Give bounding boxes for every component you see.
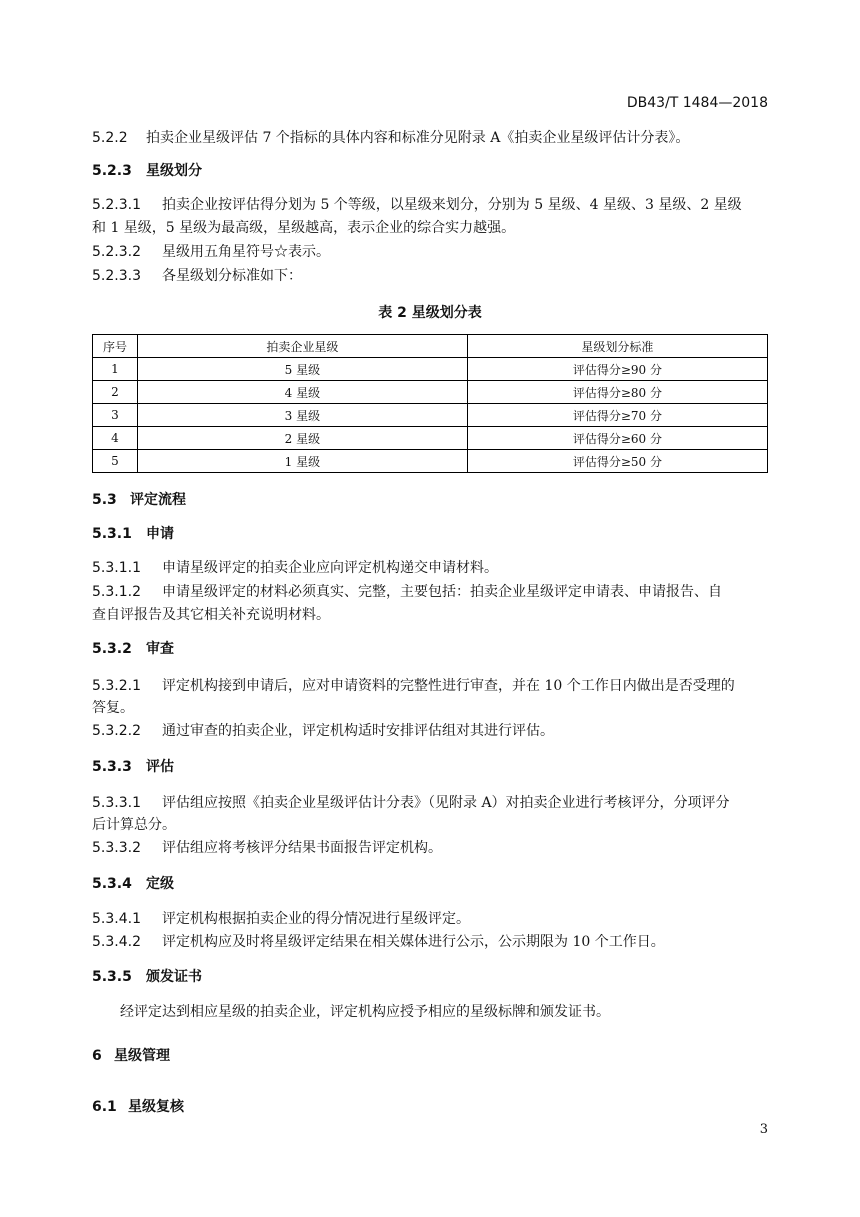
heading-5-3-1 xyxy=(92,524,174,544)
heading-5-3-3 xyxy=(92,757,174,777)
heading-number: 5.2.3 xyxy=(92,163,132,179)
table-header-row xyxy=(93,335,768,358)
clause-number: 5.3.2.1 xyxy=(92,678,141,694)
clause-continuation: 查自评报告及其它相关补充说明材料。 xyxy=(92,607,330,623)
star-rating-table xyxy=(92,334,768,473)
heading-number: 5.3.5 xyxy=(92,969,132,985)
table-caption: 表 2 星级划分表 xyxy=(378,305,482,321)
clause-number: 5.3.3.2 xyxy=(92,840,141,856)
clause-number: 5.2.3.1 xyxy=(92,197,141,213)
clause-5-3-1-1 xyxy=(92,558,498,578)
clause-number: 5.3.3.1 xyxy=(92,795,141,811)
table-cell: 2 星级 xyxy=(137,427,467,450)
table-row xyxy=(93,427,768,450)
table-cell: 评估得分≥90 分 xyxy=(467,358,767,381)
heading-text: 申请 xyxy=(146,526,174,542)
clause-5-2-3-3 xyxy=(92,266,302,286)
heading-6-1 xyxy=(92,1097,184,1117)
table-cell: 3 星级 xyxy=(137,404,467,427)
clause-5-2-3-1 xyxy=(92,195,742,215)
paragraph-certificate: 经评定达到相应星级的拍卖企业，评定机构应授予相应的星级标牌和颁发证书。 xyxy=(120,1004,610,1020)
heading-number: 6.1 xyxy=(92,1099,117,1115)
table-row xyxy=(93,381,768,404)
clause-number: 5.3.1.1 xyxy=(92,560,141,576)
header-cell-criteria: 星级划分标准 xyxy=(467,335,767,358)
heading-5-3-5 xyxy=(92,967,202,987)
clause-5-3-2-2 xyxy=(92,721,554,741)
header-cell-index: 序号 xyxy=(93,335,138,358)
clause-5-3-3-2 xyxy=(92,838,442,858)
heading-text: 评估 xyxy=(146,759,174,775)
clause-5-3-2-1 xyxy=(92,676,735,696)
clause-number: 5.3.1.2 xyxy=(92,584,141,600)
clause-5-2-2 xyxy=(92,128,689,148)
table-row xyxy=(93,358,768,381)
heading-5-3-4 xyxy=(92,874,174,894)
heading-text: 星级管理 xyxy=(114,1048,170,1064)
clause-text: 评估组应将考核评分结果书面报告评定机构。 xyxy=(162,840,442,856)
clause-number: 5.2.2 xyxy=(92,130,128,146)
table-cell: 1 xyxy=(93,358,138,381)
heading-text: 颁发证书 xyxy=(146,969,202,985)
clause-number: 5.3.2.2 xyxy=(92,723,141,739)
table-cell: 5 xyxy=(93,450,138,473)
clause-5-3-1-2 xyxy=(92,582,722,602)
clause-text: 申请星级评定的拍卖企业应向评定机构递交申请材料。 xyxy=(162,560,498,576)
heading-text: 星级复核 xyxy=(128,1099,184,1115)
header-cell-level: 拍卖企业星级 xyxy=(137,335,467,358)
table-cell: 1 星级 xyxy=(137,450,467,473)
heading-number: 5.3.4 xyxy=(92,876,132,892)
heading-5-3 xyxy=(92,490,186,510)
clause-number: 5.2.3.3 xyxy=(92,268,141,284)
table-row xyxy=(93,450,768,473)
table-cell: 4 星级 xyxy=(137,381,467,404)
heading-number: 5.3.2 xyxy=(92,641,132,657)
clause-number: 5.3.4.2 xyxy=(92,934,141,950)
table-cell: 2 xyxy=(93,381,138,404)
clause-number: 5.3.4.1 xyxy=(92,911,141,927)
clause-text: 评定机构接到申请后，应对申请资料的完整性进行审查，并在 10 个工作日内做出是否受理的 xyxy=(162,678,735,694)
clause-text: 星级用五角星符号☆表示。 xyxy=(162,244,330,260)
clause-number: 5.2.3.2 xyxy=(92,244,141,260)
clause-text: 申请星级评定的材料必须真实、完整，主要包括：拍卖企业星级评定申请表、申请报告、自 xyxy=(162,584,722,600)
clause-text: 各星级划分标准如下： xyxy=(162,268,302,284)
heading-number: 6 xyxy=(92,1048,102,1064)
clause-5-3-4-2 xyxy=(92,932,665,952)
heading-number: 5.3.3 xyxy=(92,759,132,775)
table-cell: 4 xyxy=(93,427,138,450)
heading-5-3-2 xyxy=(92,639,174,659)
table-cell: 评估得分≥60 分 xyxy=(467,427,767,450)
clause-continuation: 和 1 星级，5 星级为最高级，星级越高，表示企业的综合实力越强。 xyxy=(92,220,516,236)
clause-continuation: 后计算总分。 xyxy=(92,817,176,833)
clause-text: 评定机构根据拍卖企业的得分情况进行星级评定。 xyxy=(162,911,470,927)
table-cell: 评估得分≥50 分 xyxy=(467,450,767,473)
heading-text: 定级 xyxy=(146,876,174,892)
clause-text: 评定机构应及时将星级评定结果在相关媒体进行公示，公示期限为 10 个工作日。 xyxy=(162,934,665,950)
heading-6 xyxy=(92,1046,170,1066)
clause-5-3-4-1 xyxy=(92,909,470,929)
heading-number: 5.3 xyxy=(92,492,117,508)
clause-continuation: 答复。 xyxy=(92,700,134,716)
table-cell: 评估得分≥70 分 xyxy=(467,404,767,427)
clause-text: 评估组应按照《拍卖企业星级评估计分表》（见附录 A）对拍卖企业进行考核评分，分项评分 xyxy=(162,795,730,811)
table-cell: 5 星级 xyxy=(137,358,467,381)
table-cell: 3 xyxy=(93,404,138,427)
heading-5-2-3 xyxy=(92,161,202,181)
table-row xyxy=(93,404,768,427)
table-cell: 评估得分≥80 分 xyxy=(467,381,767,404)
clause-text: 拍卖企业星级评估 7 个指标的具体内容和标准分见附录 A《拍卖企业星级评估计分表》。 xyxy=(146,130,690,146)
clause-5-3-3-1 xyxy=(92,793,730,813)
clause-text: 拍卖企业按评估得分划为 5 个等级，以星级来划分，分别为 5 星级、4 星级、3 星级、2 星级 xyxy=(162,197,742,213)
clause-5-2-3-2 xyxy=(92,242,330,262)
document-id: DB43/T 1484—2018 xyxy=(626,95,768,111)
heading-number: 5.3.1 xyxy=(92,526,132,542)
heading-text: 评定流程 xyxy=(130,492,186,508)
heading-text: 星级划分 xyxy=(146,163,202,179)
clause-text: 通过审查的拍卖企业，评定机构适时安排评估组对其进行评估。 xyxy=(162,723,554,739)
heading-text: 审查 xyxy=(146,641,174,657)
page-number: 3 xyxy=(759,1122,768,1137)
